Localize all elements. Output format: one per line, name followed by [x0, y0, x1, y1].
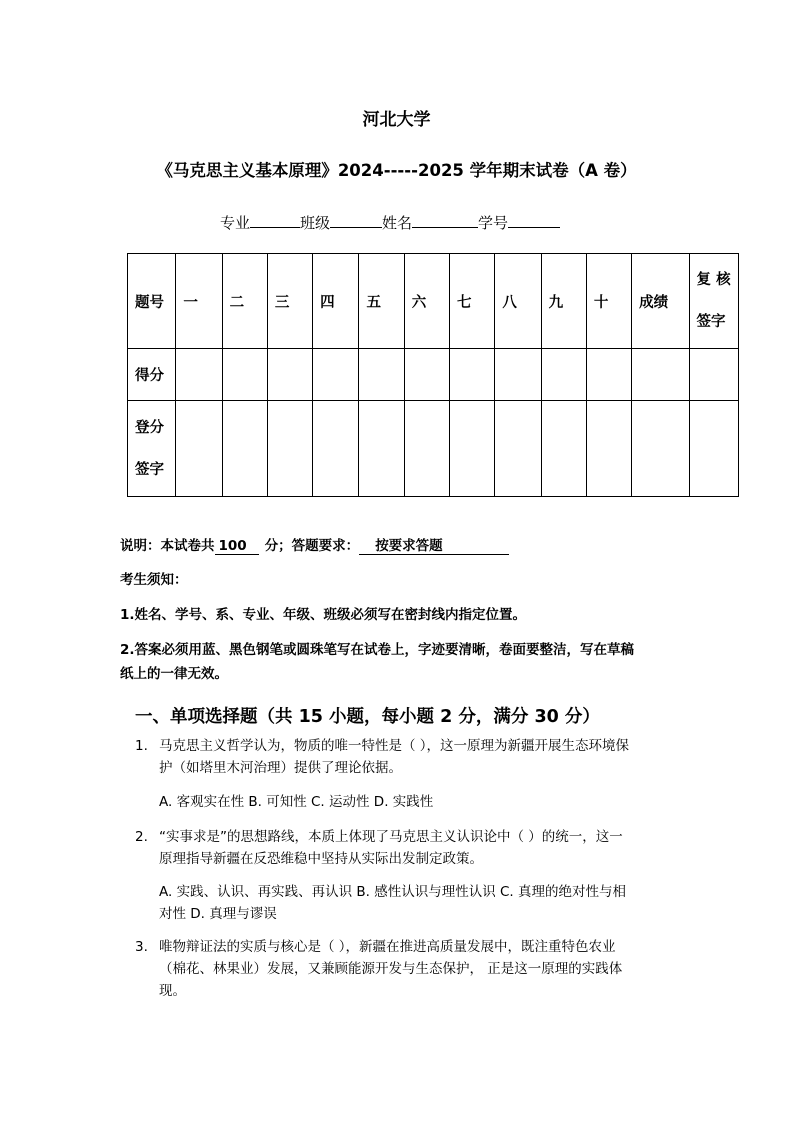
question-options [159, 791, 433, 813]
question-stem [159, 936, 622, 1002]
sign-cell[interactable] [222, 401, 267, 497]
score-cell[interactable] [404, 349, 449, 401]
notice-rule-2-line-2: 纸上的一律无效。 [120, 666, 228, 682]
major-label: 专业 [220, 214, 251, 232]
review-sign-cell[interactable] [689, 349, 738, 401]
column-header: 八 [495, 254, 541, 349]
column-header: 九 [541, 254, 586, 349]
question-stem [159, 826, 623, 870]
question-number-row [128, 254, 739, 349]
column-header: 四 [313, 254, 359, 349]
sign-cell[interactable] [267, 401, 312, 497]
score-cell[interactable] [495, 349, 541, 401]
score-row [128, 349, 739, 401]
section-title: 一、单项选择题（共 15 小题，每小题 2 分，满分 30 分） [135, 707, 600, 727]
options-line: 对性 D. 真理与谬误 [159, 906, 277, 922]
notice-rule-1: 1.姓名、学号、系、专业、年级、班级必须写在密封线内指定位置。 [120, 607, 527, 623]
score-cell[interactable] [313, 349, 359, 401]
description-middle: 分；答题要求： [264, 538, 360, 554]
options-line: A. 实践、认识、再实践、再认识 B. 感性认识与理性认识 C. 真理的绝对性与相 [159, 884, 627, 900]
question-line: 现。 [159, 983, 186, 999]
sign-cell[interactable] [404, 401, 449, 497]
column-header: 五 [359, 254, 404, 349]
score-cell[interactable] [541, 349, 586, 401]
exam-title: 《马克思主义基本原理》2024-----2025 学年期末试卷（A 卷） [156, 161, 637, 180]
exam-description [120, 534, 509, 555]
score-table [127, 253, 739, 497]
review-sign-header [689, 254, 738, 349]
column-header: 一 [176, 254, 222, 349]
description-prefix: 说明：本试卷共 [120, 538, 215, 554]
review-header-line1: 复 核 [696, 272, 731, 288]
sign-cell[interactable] [632, 401, 689, 497]
question-stem [159, 735, 629, 779]
sign-cell[interactable] [450, 401, 495, 497]
question-number: 2. [135, 829, 148, 845]
column-header: 六 [404, 254, 449, 349]
sign-header-line2: 签字 [135, 461, 164, 478]
sign-cell[interactable] [586, 401, 631, 497]
student-id-field[interactable] [508, 213, 560, 228]
column-header: 十 [586, 254, 631, 349]
sign-cell[interactable] [541, 401, 586, 497]
sign-header-line1: 登分 [135, 419, 164, 436]
question-line: “实事求是”的思想路线，本质上体现了马克思主义认识论中（ ）的统一，这一 [159, 829, 623, 845]
score-cell[interactable] [586, 349, 631, 401]
class-field[interactable] [330, 213, 382, 228]
score-cell[interactable] [267, 349, 312, 401]
column-header: 二 [222, 254, 267, 349]
question-line: 马克思主义哲学认为，物质的唯一特性是（ ），这一原理为新疆开展生态环境保 [159, 738, 630, 754]
sign-row [128, 401, 739, 497]
answer-requirement: 按要求答题 [359, 534, 509, 555]
student-id-label: 学号 [478, 214, 509, 232]
options-line: A. 客观实在性 B. 可知性 C. 运动性 D. 实践性 [159, 794, 434, 810]
total-score-cell[interactable] [632, 349, 689, 401]
question-options [159, 881, 626, 925]
sign-cell[interactable] [495, 401, 541, 497]
question-number: 1. [135, 738, 148, 754]
score-cell[interactable] [176, 349, 222, 401]
score-cell[interactable] [359, 349, 404, 401]
row-header-question-number: 题号 [128, 254, 176, 349]
notice-rule-2-line-1: 2.答案必须用蓝、黑色钢笔或圆珠笔写在试卷上，字迹要清晰，卷面要整洁，写在草稿 [120, 642, 635, 658]
name-field[interactable] [412, 213, 478, 228]
name-label: 姓名 [382, 214, 413, 232]
question-line: 原理指导新疆在反恐维稳中坚持从实际出发制定政策。 [159, 851, 483, 867]
class-label: 班级 [300, 214, 331, 232]
student-info-line [220, 212, 560, 233]
sign-cell[interactable] [359, 401, 404, 497]
notice-title: 考生须知： [120, 572, 188, 588]
score-cell[interactable] [222, 349, 267, 401]
column-header: 七 [450, 254, 495, 349]
university-name: 河北大学 [362, 110, 431, 130]
row-header-sign [128, 401, 176, 497]
score-cell[interactable] [450, 349, 495, 401]
sign-cell[interactable] [689, 401, 738, 497]
question-line: 护（如塔里木河治理）提供了理论依据。 [159, 760, 402, 776]
total-score-value: 100 [215, 538, 259, 555]
sign-cell[interactable] [313, 401, 359, 497]
column-header-total: 成绩 [632, 254, 689, 349]
question-line: （棉花、林果业）发展，又兼顾能源开发与生态保护， 正是这一原理的实践体 [159, 961, 623, 977]
question-line: 唯物辩证法的实质与核心是（ ），新疆在推进高质量发展中，既注重特色农业 [159, 939, 616, 955]
column-header: 三 [267, 254, 312, 349]
major-field[interactable] [250, 213, 300, 228]
sign-cell[interactable] [176, 401, 222, 497]
row-header-score: 得分 [128, 349, 176, 401]
review-header-line2: 签字 [696, 314, 726, 330]
question-number: 3. [135, 939, 148, 955]
